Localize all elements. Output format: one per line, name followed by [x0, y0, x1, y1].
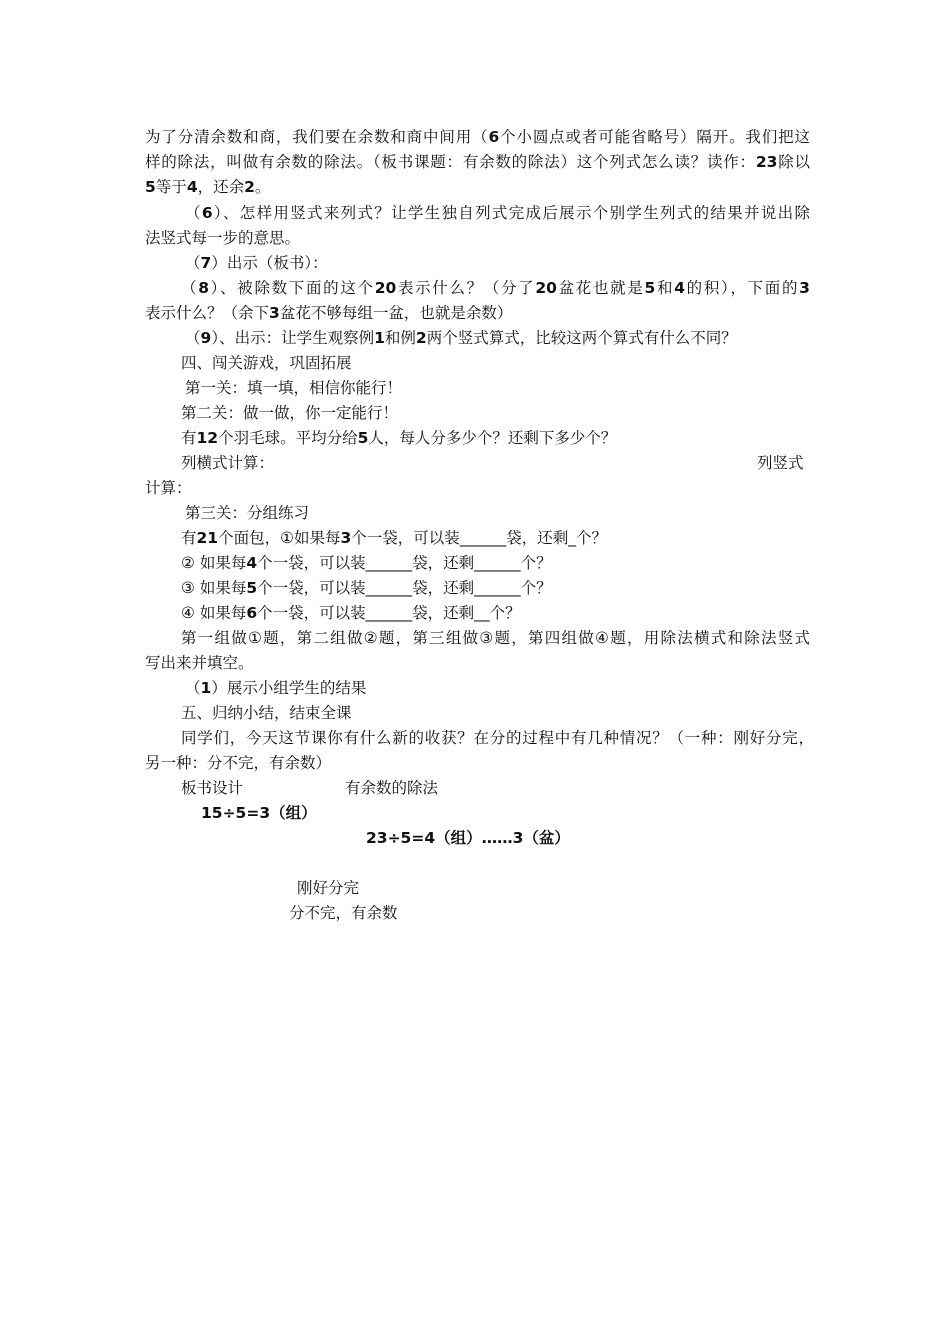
paragraph-line: （1）展示小组学生的结果	[185, 679, 367, 697]
exercise-line: ③ 如果每5个一袋，可以装______袋，还剩______个？	[181, 579, 552, 597]
paragraph-line: 第一关：填一填，相信你能行！	[185, 379, 403, 397]
board-equation: 23÷5=4（组）……3（盆）	[366, 829, 570, 847]
section-heading: 五、归纳小结，结束全课	[181, 704, 352, 722]
paragraph-line: 5等于4，还余2。	[145, 178, 271, 196]
board-design-title: 有余数的除法	[345, 779, 439, 797]
paragraph-line: （8）、被除数下面的这个20表示什么？（分了20盆花也就是5和4的积），下面的3	[181, 279, 810, 297]
section-heading: 四、闯关游戏，巩固拓展	[181, 354, 352, 372]
paragraph-line: 第二关：做一做，你一定能行！	[181, 404, 399, 422]
paragraph-line: 样的除法，叫做有余数的除法。（板书课题：有余数的除法）这个列式怎么读？读作：23除以	[145, 153, 810, 171]
board-note: 分不完，有余数	[289, 904, 398, 922]
paragraph-line: 同学们，今天这节课你有什么新的收获？在分的过程中有几种情况？（一种：刚好分完，	[181, 729, 814, 747]
paragraph-line: 写出来并填空。	[145, 654, 254, 672]
paragraph-line: 列竖式	[757, 454, 804, 472]
board-design-label: 板书设计	[181, 779, 244, 797]
paragraph-line: 列横式计算：	[181, 454, 275, 472]
paragraph-line: （9）、出示：让学生观察例1和例2两个竖式算式，比较这两个算式有什么不同？	[185, 329, 737, 347]
exercise-line: ② 如果每4个一袋，可以装______袋，还剩______个？	[181, 554, 552, 572]
paragraph-line: 计算：	[145, 479, 192, 497]
paragraph-line: （6）、怎样用竖式来列式？让学生独自列式完成后展示个别学生列式的结果并说出除	[185, 204, 810, 222]
exercise-line: 有21个面包，①如果每3个一袋，可以装______袋，还剩_个？	[181, 529, 608, 547]
exercise-line: ④ 如果每6个一袋，可以装______袋，还剩__个？	[181, 604, 521, 622]
paragraph-line: 第一组做①题，第二组做②题，第三组做③题，第四组做④题，用除法横式和除法竖式	[181, 629, 810, 647]
paragraph-line: 有12个羽毛球。平均分给5人，每人分多少个？还剩下多少个？	[181, 429, 617, 447]
paragraph-line: 法竖式每一步的意思。	[145, 229, 301, 247]
board-equation: 15÷5=3（组）	[201, 804, 317, 822]
paragraph-line: 为了分清余数和商，我们要在余数和商中间用（6个小圆点或者可能省略号）隔开。我们把这	[145, 128, 810, 146]
paragraph-line: 另一种：分不完，有余数）	[145, 754, 332, 772]
paragraph-line: 表示什么？（余下3盆花不够每组一盆，也就是余数）	[145, 304, 513, 322]
paragraph-line: 第三关：分组练习	[185, 504, 310, 522]
paragraph-line: （7）出示（板书）：	[185, 254, 328, 272]
board-note: 刚好分完	[297, 879, 360, 897]
